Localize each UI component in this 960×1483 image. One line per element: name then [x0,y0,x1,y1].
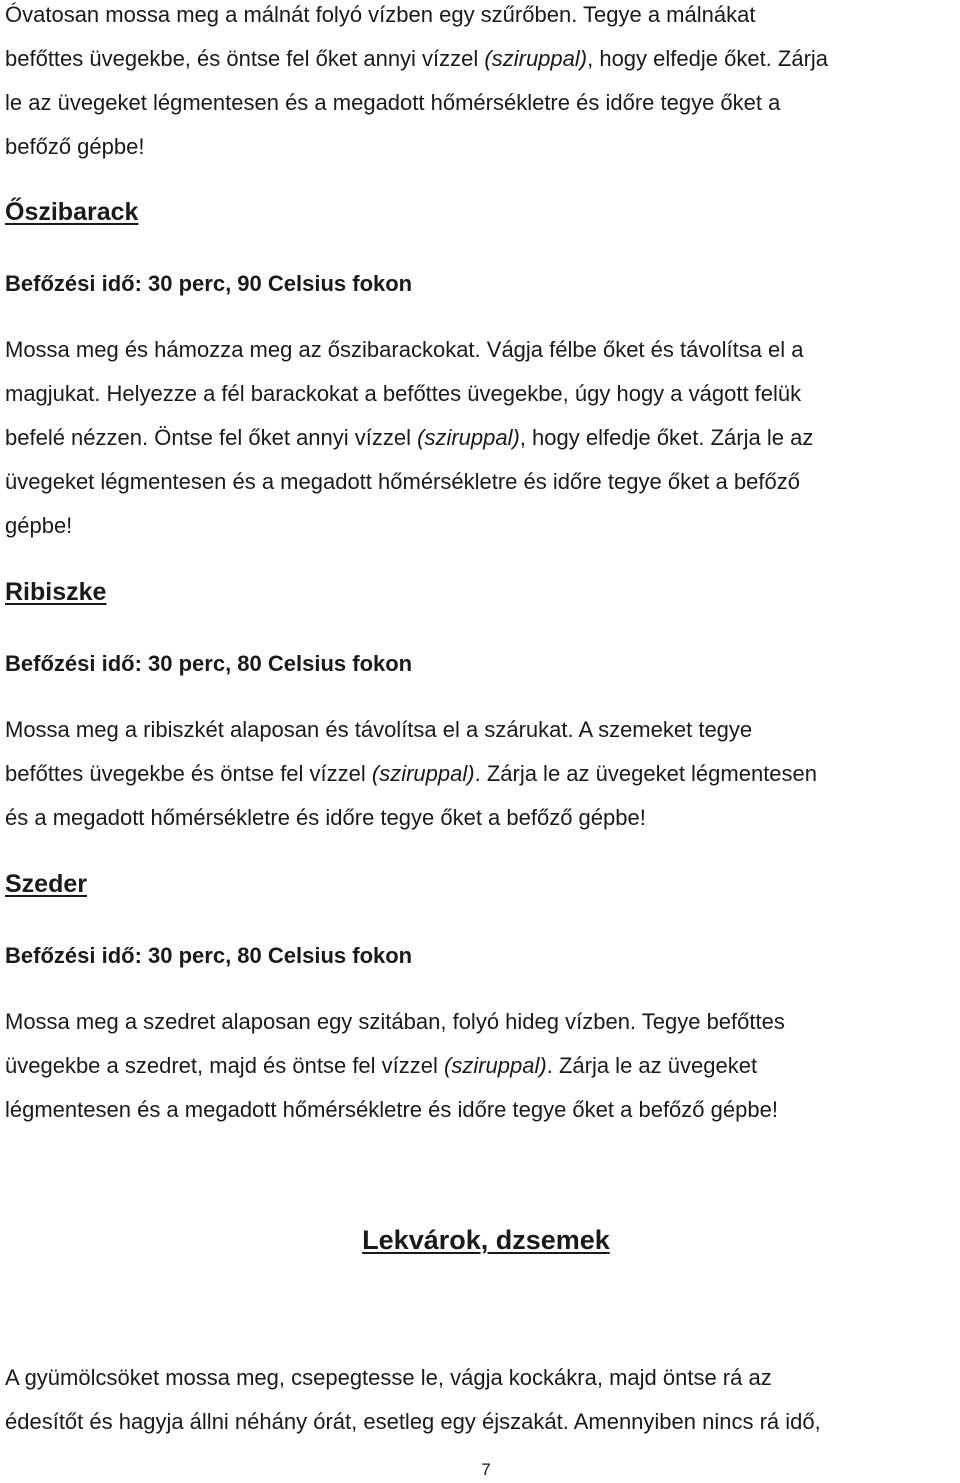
text-line: édesítőt és hagyja állni néhány órát, esetleg egy éjszakát. Amennyiben nincs rá idő, [5,1409,821,1434]
text-line: üvegeket légmentesen és a megadott hőmérsékletre és időre tegye őket a befőző [5,469,800,494]
text-line: A gyümölcsöket mossa meg, csepegtesse le, vágja kockákra, majd öntse rá az [5,1365,772,1390]
section-time-oszibarack: Befőzési idő: 30 perc, 90 Celsius fokon [5,271,413,296]
text-line: Óvatosan mossa meg a málnát folyó vízben egy szűrőben. Tegye a málnákat [5,2,756,27]
text-line: befőttes üvegekbe, és öntse fel őket annyi vízzel (sziruppal), hogy elfedje őket. Zárja [5,46,829,71]
text-line: légmentesen és a megadott hőmérsékletre és időre tegye őket a befőző gépbe! [5,1097,778,1122]
text-line: Mossa meg és hámozza meg az őszibarackokat. Vágja félbe őket és távolítsa el a [5,337,804,362]
section-time-szeder: Befőzési idő: 30 perc, 80 Celsius fokon [5,943,413,968]
text-line: befőző gépbe! [5,134,145,159]
text-line: Mossa meg a ribiszkét alaposan és távolítsa el a szárukat. A szemeket tegye [5,717,753,742]
intro-paragraph [5,0,955,169]
text-line: magjukat. Helyezze a fél barackokat a befőttes üvegekbe, úgy hogy a vágott felük [5,381,802,406]
text-line: befelé nézzen. Öntse fel őket annyi vízzel (sziruppal), hogy elfedje őket. Zárja le az [5,425,814,450]
text-line: üvegekbe a szedret, majd és öntse fel vízzel (sziruppal). Zárja le az üvegeket [5,1053,758,1078]
section-time-ribiszke: Befőzési idő: 30 perc, 80 Celsius fokon [5,651,413,676]
section-body-ribiszke [5,708,955,840]
text-line: és a megadott hőmérsékletre és időre tegye őket a befőző gépbe! [5,805,646,830]
section-title-ribiszke: Ribiszke [5,578,107,606]
chapter-body [5,1356,955,1444]
text-line: Mossa meg a szedret alaposan egy szitában, folyó hideg vízben. Tegye befőttes [5,1009,785,1034]
text-line: le az üvegeket légmentesen és a megadott hőmérsékletre és időre tegye őket a [5,90,781,115]
section-body-oszibarack [5,328,955,548]
text-line: befőttes üvegekbe és öntse fel vízzel (sziruppal). Zárja le az üvegeket légmentesen [5,761,818,786]
section-title-szeder: Szeder [5,870,87,898]
section-body-szeder [5,1000,955,1132]
chapter-title: Lekvárok, dzsemek [362,1225,610,1255]
text-line: gépbe! [5,513,73,538]
section-title-oszibarack: Őszibarack [5,198,139,226]
page-number: 7 [481,1460,491,1479]
